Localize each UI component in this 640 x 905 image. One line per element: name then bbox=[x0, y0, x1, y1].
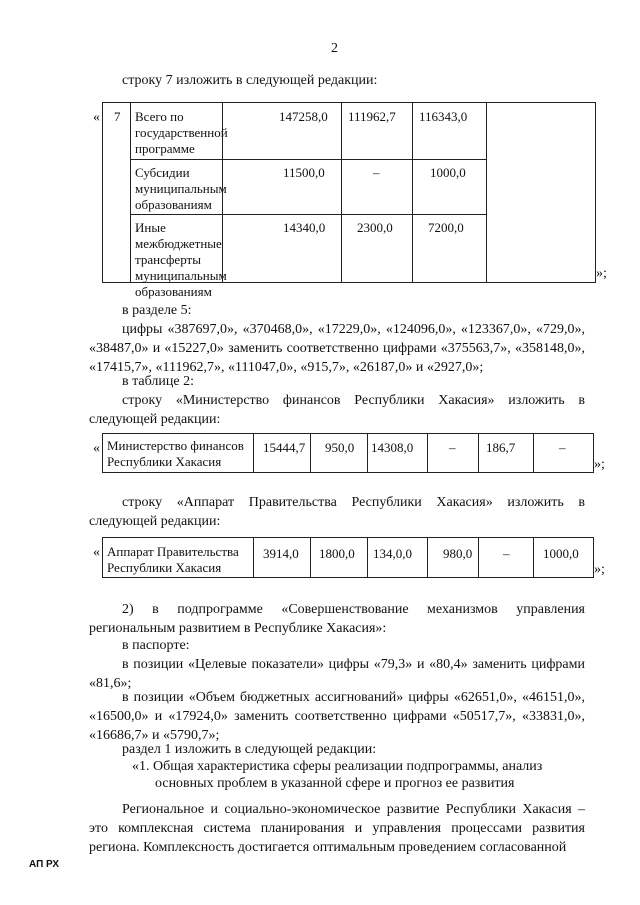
table3 bbox=[102, 537, 594, 578]
table1 bbox=[102, 102, 596, 299]
table1-row3-label: Иные межбюджетные трансферты муниципальным образованиям bbox=[135, 220, 227, 299]
table1-row1-v2: 111962,7 bbox=[348, 109, 396, 124]
table1-open-quote: « bbox=[93, 110, 100, 125]
table2-v2: 950,0 bbox=[325, 440, 355, 455]
heading-line-2: основных проблем в указанной сфере и прогноз ее развития bbox=[155, 776, 515, 791]
table3-open-quote: « bbox=[93, 545, 100, 560]
subprogram-2-para: 2) в подпрограмме «Совершенствование механизмов управления региональным развитием в Республике Хакасия»: bbox=[89, 602, 585, 636]
table2 bbox=[102, 433, 594, 473]
row-apparat-instruction: строку «Аппарат Правительства Республики Хакасия» изложить в следующей редакции: bbox=[89, 495, 585, 529]
table3-label: Аппарат Правительства Республики Хакасия bbox=[107, 544, 239, 575]
table3-v1: 3914,0 bbox=[263, 546, 299, 561]
table2-close: »; bbox=[594, 457, 605, 472]
section1-line: раздел 1 изложить в следующей редакции: bbox=[122, 742, 377, 757]
heading-line-1: «1. Общая характеристика сферы реализации подпрограммы, анализ bbox=[132, 759, 543, 774]
table1-close: »; bbox=[596, 266, 607, 281]
table2-open-quote: « bbox=[93, 441, 100, 456]
passport-line: в паспорте: bbox=[122, 638, 190, 653]
footer-mark: АП РХ bbox=[29, 859, 60, 870]
targets-para: в позиции «Целевые показатели» цифры «79,3» и «80,4» заменить цифрами «81,6»; bbox=[89, 657, 585, 691]
table2-label: Министерство финансов Республики Хакасия bbox=[107, 438, 244, 469]
table1-row2-v1: 11500,0 bbox=[283, 165, 325, 180]
table1-row3-v3: 7200,0 bbox=[428, 220, 464, 235]
intro-line: строку 7 изложить в следующей редакции: bbox=[122, 73, 378, 88]
table2-v3: 14308,0 bbox=[371, 440, 414, 455]
budget-para: в позиции «Объем бюджетных ассигнований» цифры «62651,0», «46151,0», «16500,0» и «17924,0» заменить соответственно цифрами «50517,7», «33831,0», «16686,7» и «5790,7»; bbox=[89, 690, 585, 743]
table1-row3-v1: 14340,0 bbox=[283, 220, 326, 235]
table3-v3: 134,0,0 bbox=[373, 546, 412, 561]
table1-row2-v2: – bbox=[373, 165, 380, 180]
section5-heading: в разделе 5: bbox=[122, 303, 192, 318]
table2-v4: – bbox=[449, 440, 456, 455]
table1-row1-label: Всего по государственной программе bbox=[135, 109, 228, 156]
table1-row2-label: Субсидии муниципальным образованиям bbox=[135, 165, 227, 212]
table3-v5: – bbox=[503, 546, 510, 561]
table3-close: »; bbox=[594, 562, 605, 577]
table1-row-number: 7 bbox=[114, 109, 121, 124]
table2-v5: 186,7 bbox=[486, 440, 516, 455]
table1-row2-v3: 1000,0 bbox=[430, 165, 466, 180]
page-number: 2 bbox=[331, 41, 338, 56]
table2-v1: 15444,7 bbox=[263, 440, 306, 455]
table3-v2: 1800,0 bbox=[319, 546, 355, 561]
table2-v6: – bbox=[559, 440, 566, 455]
table1-row3-v2: 2300,0 bbox=[357, 220, 393, 235]
row-mf-instruction: строку «Министерство финансов Республики Хакасия» изложить в следующей редакции: bbox=[89, 393, 585, 427]
table3-v6: 1000,0 bbox=[543, 546, 579, 561]
table2-heading: в таблице 2: bbox=[122, 374, 194, 389]
table3-v4: 980,0 bbox=[443, 546, 473, 561]
table1-row1-v1: 147258,0 bbox=[279, 109, 328, 124]
body-paragraph: Региональное и социально-экономическое развитие Республики Хакасия – это комплексная система планирования и управления процессами развития региона. Комплексность достигается оптимальным проведением согласованной bbox=[89, 802, 585, 855]
table1-row1-v3: 116343,0 bbox=[419, 109, 468, 124]
section5-text: цифры «387697,0», «370468,0», «17229,0», «124096,0», «123367,0», «729,0», «38487,0» и «15227,0» заменить соответственно цифрами «375563,7», «358148,0», «17415,7», «111962,7», «111047,0», «915,7», «26187,0» и «2927,0»; bbox=[89, 322, 585, 375]
